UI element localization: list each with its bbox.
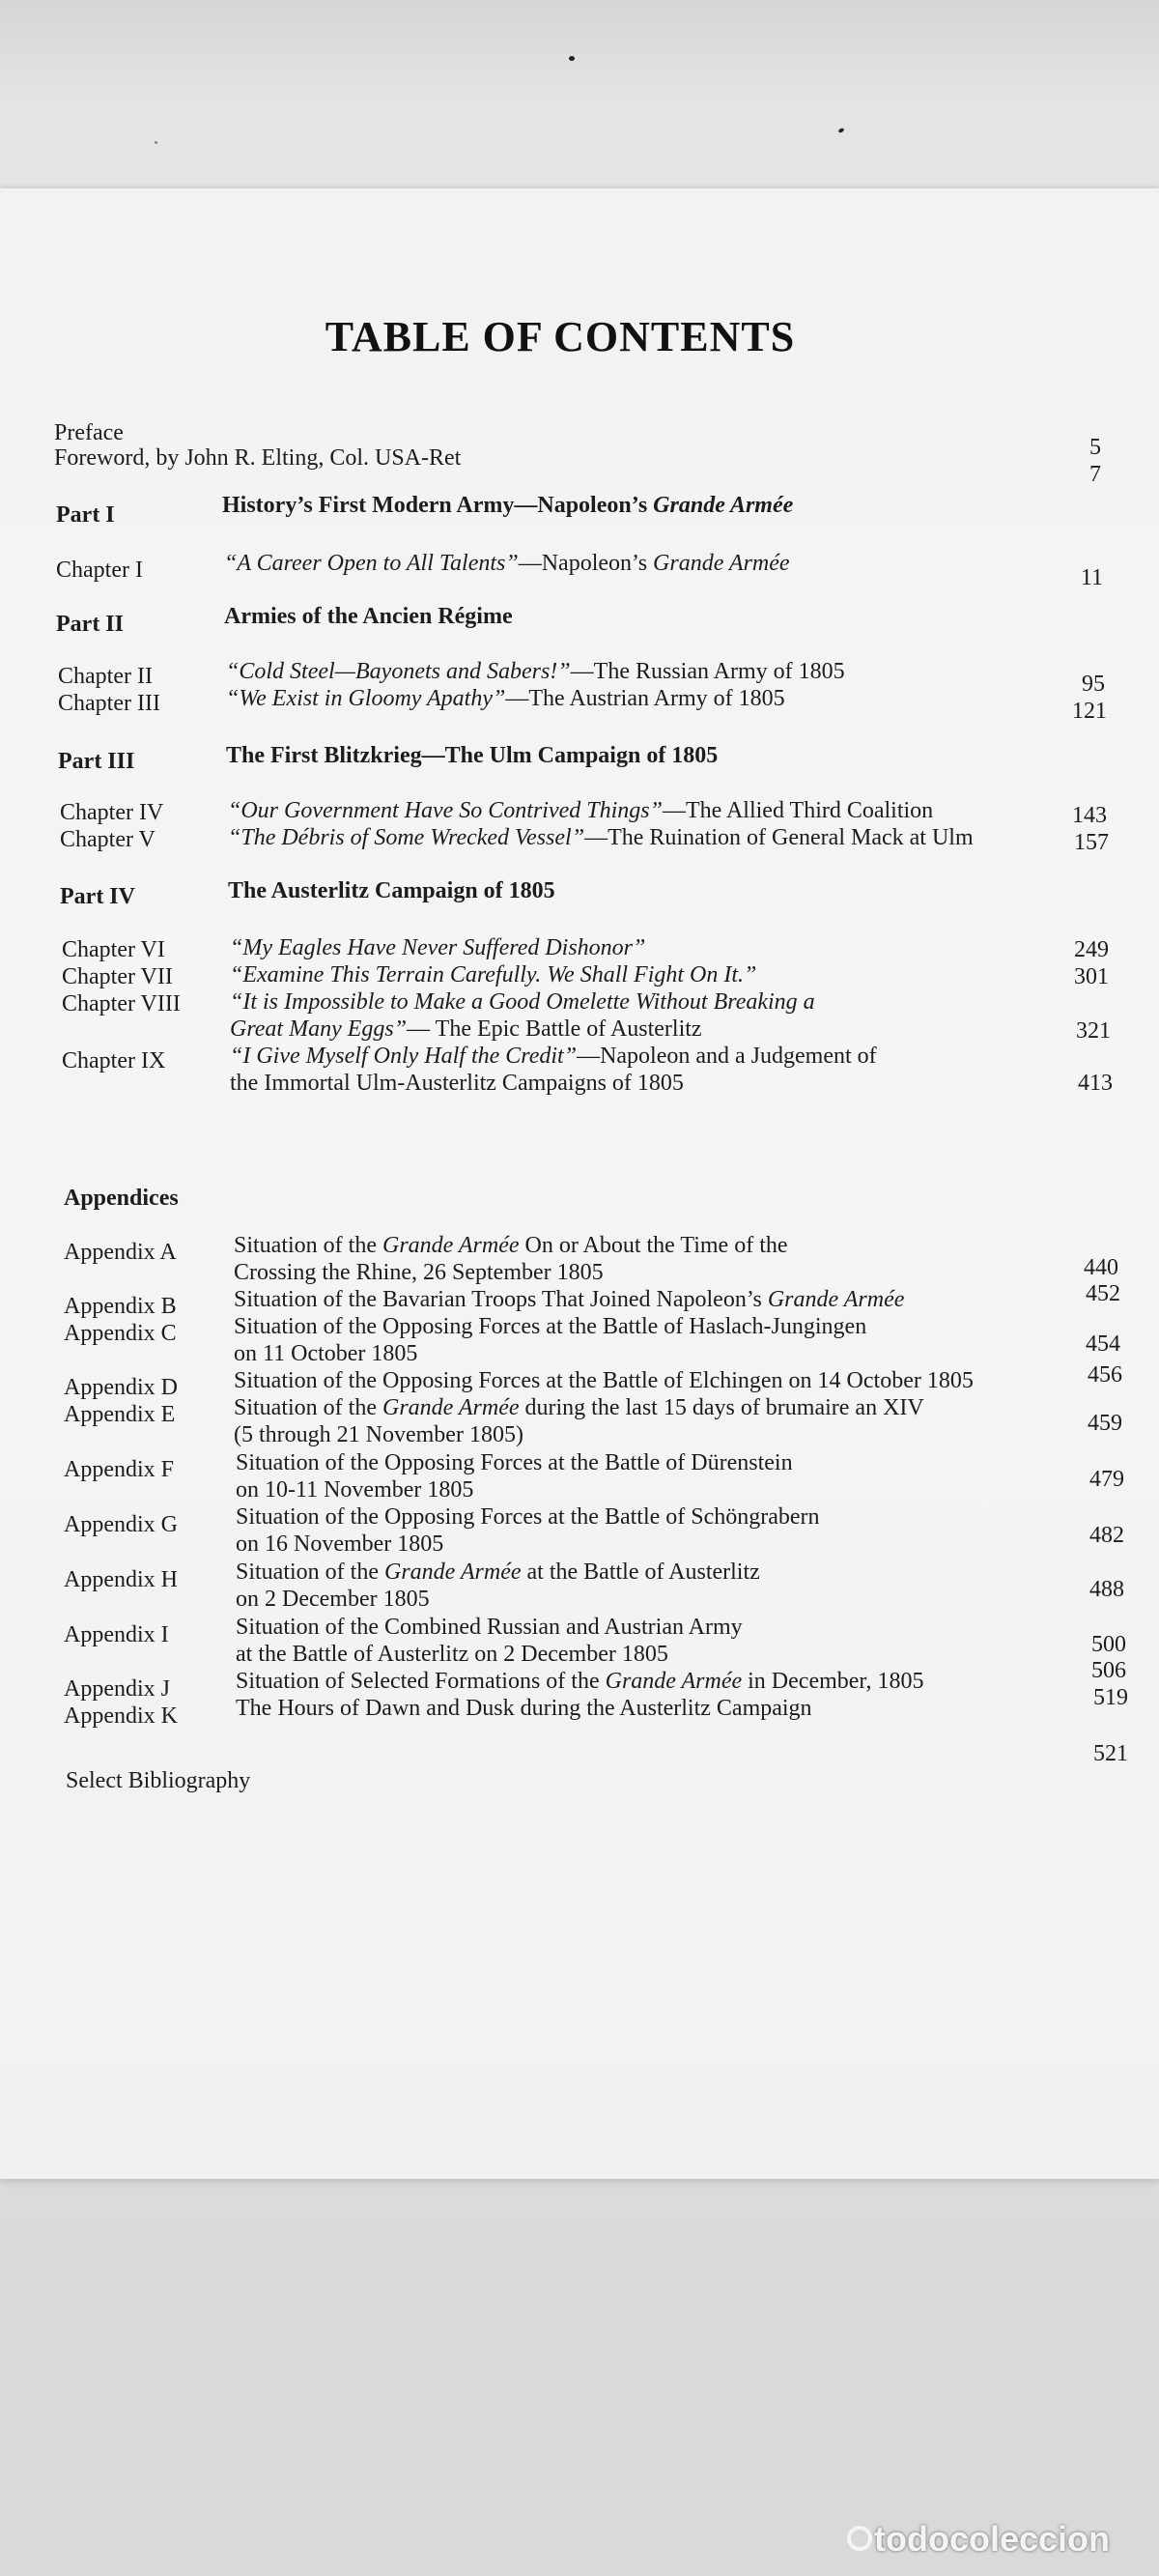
chapter-title: “A Career Open to All Talents”—Napoleon’s Grande Armée [224,551,790,576]
chapter-page: 121 [1072,699,1107,724]
appendix-label: Appendix J [64,1676,170,1702]
chapter-label: Chapter IV [60,800,164,825]
appendix-title: Situation of the Grande Armée On or About the Time of the [234,1233,788,1258]
watermark-logo-icon [846,2525,873,2552]
part-label: Part II [56,612,124,637]
chapter-label: Chapter II [58,664,153,689]
chapter-title-line2: the Immortal Ulm-Austerlitz Campaigns of 1805 [230,1071,684,1096]
appendix-title: Situation of the Opposing Forces at the Battle of Dürenstein [236,1450,793,1475]
chapter-label: Chapter VIII [62,991,181,1016]
chapter-title-line2: Great Many Eggs”— The Epic Battle of Austerlitz [230,1016,702,1042]
chapter-label: Chapter III [58,691,160,716]
bibliography-label: Select Bibliography [66,1768,251,1793]
appendix-page: 454 [1086,1331,1120,1357]
appendix-page: 440 [1084,1255,1118,1280]
chapter-title: “We Exist in Gloomy Apathy”—The Austrian Army of 1805 [226,686,785,711]
appendix-title: Situation of the Opposing Forces at the Battle of Elchingen on 14 October 1805 [234,1368,974,1393]
bibliography-page: 521 [1093,1741,1128,1766]
appendix-title-line2: on 11 October 1805 [234,1341,418,1366]
appendix-label: Appendix F [64,1457,174,1482]
part-title: The First Blitzkrieg—The Ulm Campaign of 1805 [226,743,719,768]
chapter-page: 143 [1072,803,1107,828]
part-label: Part IV [60,884,135,909]
page-title: TABLE OF CONTENTS [325,313,796,360]
appendix-title: Situation of the Combined Russian and Austrian Army [236,1615,743,1640]
chapter-label: Chapter IX [62,1048,166,1073]
chapter-label: Chapter V [60,827,155,852]
chapter-page: 321 [1076,1018,1111,1044]
appendix-page: 482 [1089,1523,1124,1548]
appendix-title-line2: on 16 November 1805 [236,1531,444,1557]
appendix-label: Appendix G [64,1512,178,1537]
dust-speck [569,56,575,61]
chapter-page: 249 [1074,937,1109,962]
part-title: History’s First Modern Army—Napoleon’s Grande Armée [222,493,794,518]
chapter-label: Chapter VII [62,964,173,989]
preface-label: Preface [54,420,124,445]
appendix-page: 488 [1089,1577,1124,1602]
chapter-page: 413 [1078,1071,1113,1096]
appendix-page: 479 [1089,1467,1124,1492]
chapter-title: “Examine This Terrain Carefully. We Shall Fight On It.” [230,962,757,987]
appendix-title-line2: Crossing the Rhine, 26 September 1805 [234,1260,604,1285]
appendix-title: The Hours of Dawn and Dusk during the Austerlitz Campaign [236,1696,812,1721]
appendix-title: Situation of the Grande Armée during the last 15 days of brumaire an XIV [234,1395,924,1420]
appendix-page: 459 [1088,1411,1122,1436]
chapter-page: 11 [1080,565,1103,590]
chapter-title: “I Give Myself Only Half the Credit”—Napoleon and a Judgement of [230,1044,877,1069]
appendix-title: Situation of the Grande Armée at the Battle of Austerlitz [236,1560,760,1585]
appendix-title: Situation of the Opposing Forces at the Battle of Schöngrabern [236,1504,820,1530]
appendix-title: Situation of the Opposing Forces at the Battle of Haslach-Jungingen [234,1314,867,1339]
appendix-page: 452 [1086,1281,1120,1306]
preface-page: 5 [1089,435,1101,460]
dust-speck [837,128,844,133]
appendix-label: Appendix D [64,1375,178,1400]
appendix-title-line2: on 2 December 1805 [236,1587,430,1612]
chapter-title: “Our Government Have So Contrived Things”—The Allied Third Coalition [228,798,934,823]
appendix-page: 519 [1093,1685,1128,1710]
appendix-label: Appendix I [64,1622,169,1647]
foreword-page: 7 [1089,462,1101,487]
chapter-title: “The Débris of Some Wrecked Vessel”—The Ruination of General Mack at Ulm [228,825,974,850]
chapter-page: 95 [1082,672,1105,697]
watermark: todocoleccion [874,2519,1111,2559]
chapter-label: Chapter VI [62,937,165,962]
appendix-page: 500 [1091,1632,1126,1657]
book-page [0,188,1159,2179]
chapter-title: “It is Impossible to Make a Good Omelette Without Breaking a [230,989,815,1015]
part-title: The Austerlitz Campaign of 1805 [228,878,555,903]
appendix-label: Appendix E [64,1402,176,1427]
chapter-label: Chapter I [56,558,143,583]
appendix-title-line2: on 10-11 November 1805 [236,1477,474,1503]
chapter-title: “My Eagles Have Never Suffered Dishonor” [230,935,646,960]
appendix-label: Appendix C [64,1321,177,1346]
appendix-label: Appendix B [64,1294,177,1319]
part-title: Armies of the Ancien Régime [224,604,513,629]
part-label: Part I [56,502,115,528]
appendix-label: Appendix K [64,1703,178,1729]
chapter-page: 157 [1074,830,1109,855]
foreword-label: Foreword, by John R. Elting, Col. USA-Ret [54,445,462,471]
appendix-page: 456 [1088,1362,1122,1388]
chapter-page: 301 [1074,964,1109,989]
appendix-title: Situation of the Bavarian Troops That Joined Napoleon’s Grande Armée [234,1287,905,1312]
appendix-title: Situation of Selected Formations of the Grande Armée in December, 1805 [236,1669,924,1694]
appendices-heading: Appendices [64,1186,179,1211]
appendix-title-line2: at the Battle of Austerlitz on 2 December 1805 [236,1642,668,1667]
part-label: Part III [58,749,135,774]
chapter-title: “Cold Steel—Bayonets and Sabers!”—The Russian Army of 1805 [226,659,845,684]
dust-speck [155,141,157,144]
appendix-label: Appendix H [64,1567,178,1592]
appendix-title-line2: (5 through 21 November 1805) [234,1422,523,1447]
appendix-label: Appendix A [64,1240,177,1265]
appendix-page: 506 [1091,1658,1126,1683]
